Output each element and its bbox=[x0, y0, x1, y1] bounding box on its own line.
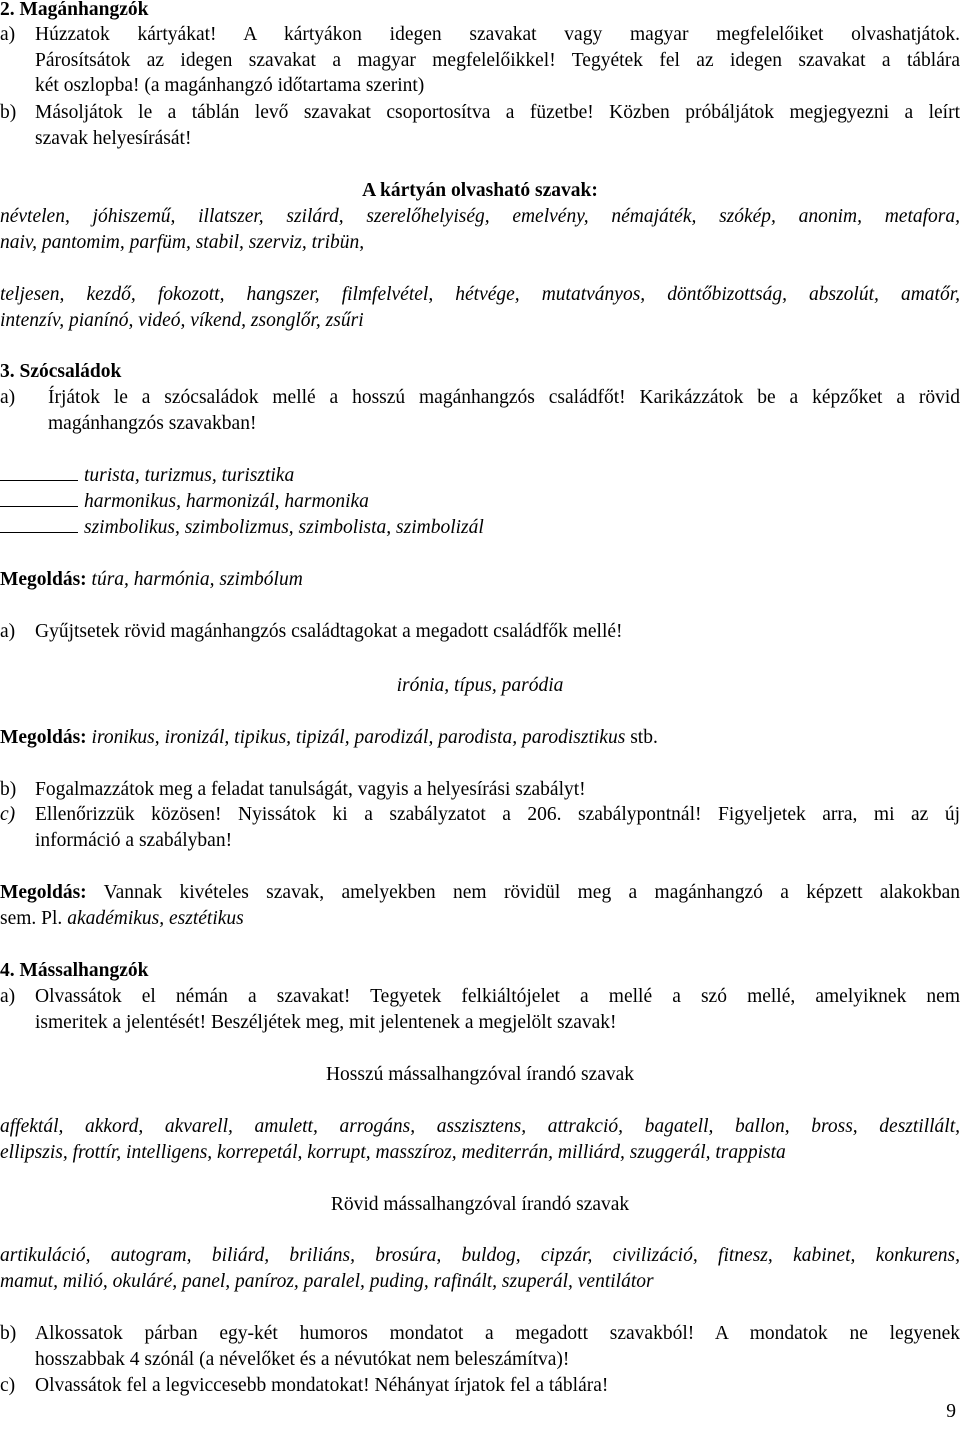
item-marker: b) bbox=[0, 1323, 17, 1344]
answer-blank bbox=[0, 515, 78, 533]
cards-title: A kártyán olvasható szavak: bbox=[362, 180, 598, 201]
solution-tail: stb. bbox=[630, 727, 658, 748]
solution-label: Megoldás: bbox=[0, 727, 87, 748]
paragraph-line: Írjátok le a szócsaládok mellé a hosszú magánhangzós családfőt! Karikázzátok be a képzőket a rövid bbox=[48, 387, 960, 408]
word-family-line bbox=[0, 489, 369, 515]
solution-text: túra, harmónia, szimbólum bbox=[91, 569, 303, 590]
word-family: szimbolikus, szimbolizmus, szimbolista, szimbolizál bbox=[84, 517, 484, 538]
solution-text: ironikus, ironizál, tipikus, tipizál, parodizál, parodista, parodisztikus bbox=[91, 727, 626, 748]
word-list-line: névtelen, jóhiszemű, illatszer, szilárd, szerelőhelyiség, emelvény, némajáték, szókép, anonim, metafora, bbox=[0, 206, 960, 227]
paragraph-line: szavak helyesírását! bbox=[35, 128, 192, 149]
answer-blank bbox=[0, 489, 78, 507]
solution-line bbox=[0, 880, 960, 906]
section-heading: 4. Mássalhangzók bbox=[0, 960, 149, 981]
solution-text: Vannak kivételes szavak, amelyekben nem rövidül meg a magánhangzó a képzett alakokban bbox=[103, 882, 960, 903]
item-marker: c) bbox=[0, 1375, 16, 1396]
word-family-line bbox=[0, 515, 484, 541]
paragraph-line: magánhangzós szavakban! bbox=[48, 413, 257, 434]
item-marker: a) bbox=[0, 387, 16, 408]
word-list-line: intenzív, pianínó, videó, víkend, zsonglőr, zsűri bbox=[0, 310, 364, 331]
paragraph-line: ismeritek a jelentését! Beszéljétek meg, mit jelentenek a megjelölt szavak! bbox=[35, 1012, 617, 1033]
solution-line bbox=[0, 567, 303, 593]
page-number: 9 bbox=[946, 1401, 956, 1422]
word-family-line bbox=[0, 463, 294, 489]
paragraph-line: hosszabbak 4 szónál (a névelőket és a névutókat nem beleszámítva)! bbox=[35, 1349, 570, 1370]
word-list-line: mamut, milió, okuláré, panel, paníroz, paralel, puding, rafinált, szuperál, ventilátor bbox=[0, 1271, 654, 1292]
paragraph-line: Olvassátok el némán a szavakat! Tegyetek felkiáltójelet a mellé a szó mellé, amelyiknek nem bbox=[35, 986, 960, 1007]
paragraph-line: két oszlopba! (a magánhangzó időtartama szerint) bbox=[35, 75, 425, 96]
list-title: Hosszú mássalhangzóval írandó szavak bbox=[325, 1064, 635, 1085]
solution-text: sem. Pl. bbox=[0, 908, 63, 929]
list-title: Rövid mássalhangzóval írandó szavak bbox=[330, 1194, 630, 1215]
word-list-line: artikuláció, autogram, biliárd, briliáns, brosúra, buldog, cipzár, civilizáció, fitnesz, kabinet, konkurens, bbox=[0, 1245, 960, 1266]
word-list-line: ellipszis, frottír, intelligens, korrepetál, korrupt, masszíroz, mediterrán, milliárd, szuggerál, trappista bbox=[0, 1142, 786, 1163]
item-marker: b) bbox=[0, 102, 17, 123]
answer-blank bbox=[0, 463, 78, 481]
item-marker: a) bbox=[0, 986, 16, 1007]
paragraph-line: Húzzatok kártyákat! A kártyákon idegen szavakat vagy magyar megfelelőiket olvashatjátok. bbox=[35, 24, 960, 45]
solution-label: Megoldás: bbox=[0, 882, 87, 903]
word-list-line: affektál, akkord, akvarell, amulett, arrogáns, asszisztens, attrakció, bagatell, ballon, bross, desztillált, bbox=[0, 1116, 960, 1137]
item-marker: c) bbox=[0, 804, 16, 825]
paragraph-line: Alkossatok párban egy-két humoros mondatot a megadott szavakból! A mondatok ne legyenek bbox=[35, 1323, 960, 1344]
word-family: turista, turizmus, turisztika bbox=[84, 465, 295, 486]
word-list-line: teljesen, kezdő, fokozott, hangszer, filmfelvétel, hétvége, mutatványos, döntőbizottság, abszolút, amatőr, bbox=[0, 284, 960, 305]
paragraph-line: Másoljátok le a táblán levő szavakat csoportosítva a füzetbe! Közben próbáljátok megjegyezni a leírt bbox=[35, 102, 960, 123]
paragraph-line: Párosítsátok az idegen szavakat a magyar megfelelőikkel! Tegyétek fel az idegen szavakat a táblára bbox=[35, 50, 960, 71]
solution-examples: akadémikus, esztétikus bbox=[67, 908, 244, 929]
paragraph-line: Ellenőrizzük közösen! Nyissátok ki a szabályzatot a 206. szabálypontnál! Figyeljetek arra, mi az új bbox=[35, 804, 960, 825]
section-heading: 3. Szócsaládok bbox=[0, 361, 122, 382]
solution-line bbox=[0, 725, 658, 751]
item-marker: b) bbox=[0, 779, 17, 800]
item-marker: a) bbox=[0, 24, 16, 45]
solution-line bbox=[0, 906, 244, 932]
item-marker: a) bbox=[0, 621, 16, 642]
word-list-line: naiv, pantomim, parfüm, stabil, szerviz, tribün, bbox=[0, 232, 365, 253]
given-words: irónia, típus, paródia bbox=[396, 675, 564, 696]
paragraph-line: Olvassátok fel a legviccesebb mondatokat! Néhányat írjatok fel a táblára! bbox=[35, 1375, 609, 1396]
paragraph-line: információ a szabályban! bbox=[35, 830, 233, 851]
solution-label: Megoldás: bbox=[0, 569, 87, 590]
paragraph-line: Fogalmazzátok meg a feladat tanulságát, vagyis a helyesírási szabályt! bbox=[35, 779, 586, 800]
section-heading: 2. Magánhangzók bbox=[0, 0, 149, 20]
paragraph-line: Gyűjtsetek rövid magánhangzós családtagokat a megadott családfők mellé! bbox=[35, 621, 623, 642]
word-family: harmonikus, harmonizál, harmonika bbox=[84, 491, 369, 512]
